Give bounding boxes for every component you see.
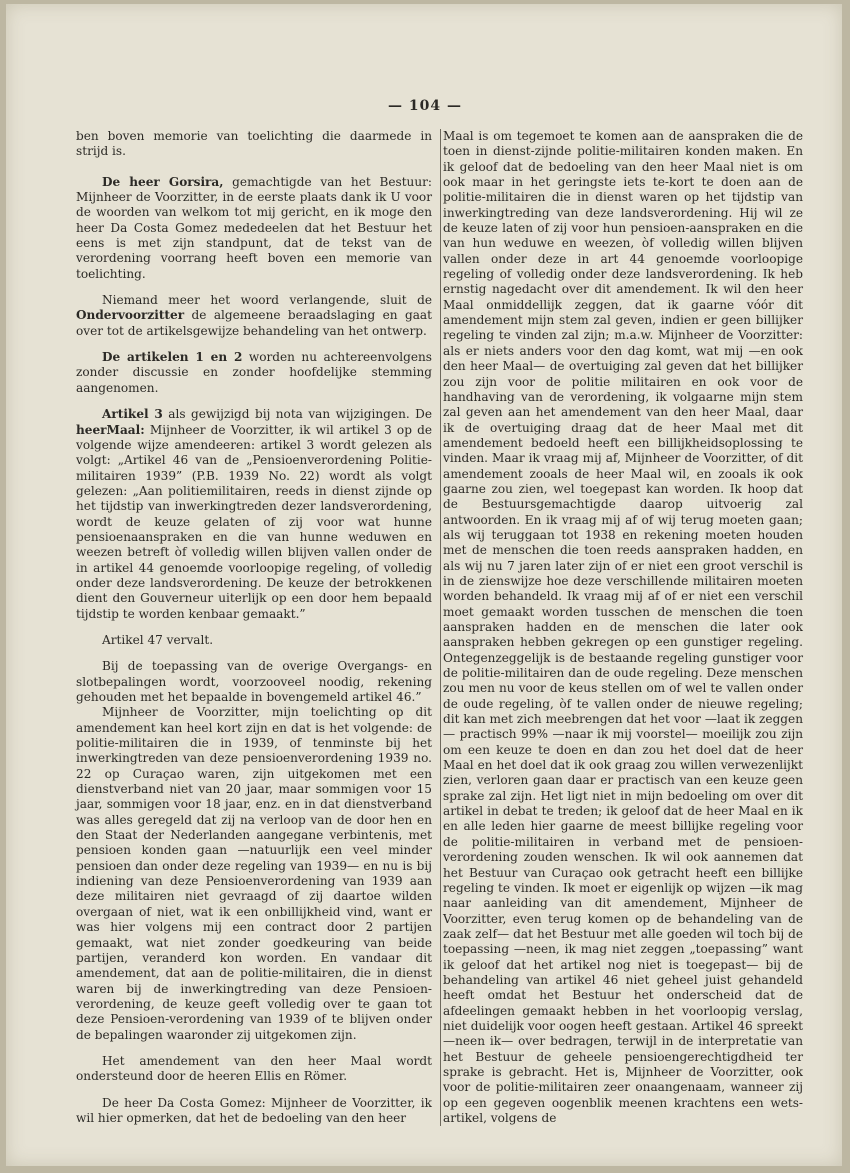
page-number: — 104 —	[388, 98, 462, 114]
speaker-name: De heer Gorsira,	[102, 174, 224, 189]
paragraph: De artikelen 1 en 2 worden nu achtereenvolgens zonder discussie en zonder hoofdelijke stemming aangenomen.	[76, 350, 432, 395]
speaker-name: Ondervoorzitter	[76, 308, 185, 323]
paragraph: De heer Da Costa Gomez: Mijnheer de Voorzitter, ik wil hier opmerken, dat het de bedoeling van den heer	[76, 1095, 432, 1125]
article-reference: Artikel 3	[102, 407, 163, 422]
paragraph: Het amendement van den heer Maal wordt ondersteund door de heeren Ellis en Römer.	[76, 1053, 432, 1084]
paragraph: Bij de toepassing van de overige Overgangs- en slotbepalingen wordt, voorzooveel noodig, rekening gehouden met het bepaalde in bovengemeld artikel 46.”	[76, 659, 432, 704]
speaker-name: heerMaal:	[76, 422, 145, 437]
speaker-name: De heer Da Costa Gomez:	[102, 1095, 266, 1110]
paragraph: De heer Gorsira, gemachtigde van het Bestuur: Mijnheer de Voorzitter, in de eerste plaats dank ik U voor de woorden van welkom tot mij gericht, en ik moge den heer Da Costa Gomez mededeelen dat het Bestuur het eens is met zijn standpunt, dat de tekst van de verordening voorrang heeft boven een memorie van toelichting.	[76, 174, 432, 281]
paragraph: Artikel 47 vervalt.	[102, 632, 214, 647]
right-column	[440, 129, 803, 1126]
left-column	[76, 129, 432, 1126]
paragraph: Artikel 3 als gewijzigd bij nota van wijzigingen. De heerMaal: Mijnheer de Voorzitter, ik wil artikel 3 op de volgende wijze amendeeren: artikel 3 wordt gelezen als volgt: „Artikel 46 van de „Pensioenverordening Politie-militairen 1939” (P.B. 1939 No. 22) wordt als volgt gelezen: „Aan politiemilitairen, reeds in dienst zijnde op het tijdstip van inwerkingtreden dezer landsverordening, wordt de keuze gelaten of zij voor wat hunne pensioenaanspraken en die van hunne weduwen en weezen betreft òf volledig willen blijven vallen onder de in artikel 44 genoemde voorloopige regeling, of volledig onder deze landsverordening. De keuze der betrokkenen dient den Gouverneur uiterlijk op een door hem bepaald tijdstip te worden kenbaar gemaakt.”	[76, 407, 432, 621]
article-reference: De artikelen 1 en 2	[102, 350, 243, 365]
paragraph: Mijnheer de Voorzitter, mijn toelichting op dit amendement kan heel kort zijn en dat is het volgende: de politie-militairen die in 1939, of tenminste bij het inwerkingtreden van deze pensioenverordening 1939 no. 22 op Curaçao waren, zijn uitgekomen met een dienstverband niet van 20 jaar, maar sommigen voor 15 jaar, sommigen voor 18 jaar, enz. en in dat dienstverband was alles geregeld dat zij na verloop van de door hen en den Staat der Nederlanden aangegane verbintenis, met pensioen konden gaan —natuurlijk een veel minder pensioen dan onder deze regeling van 1939— en nu is bij indiening van deze Pensioenverordening van 1939 aan deze militairen niet gevraagd of zij daartoe wilden overgaan of niet, wat ik een onbillijkheid vind, want er was hier volgens mij een contract door 2 partijen gemaakt, wat niet zonder goedkeuring van beide partijen, veranderd kon worden. En vandaar dit amendement, dat aan de politie-militairen, die in dienst waren bij de inwerkingtreding van deze Pensioen-verordening, de keuze geeft volledig over te gaan tot deze Pensioen-verordening van 1939 of te blijven onder de bepalingen waaronder zij uitgekomen zijn.	[76, 705, 432, 1042]
paragraph: ben boven memorie van toelichting die daarmede in strijd is.	[76, 129, 432, 159]
paragraph: Maal is om tegemoet te komen aan de aanspraken die de toen in dienst-zijnde politie-militairen konden maken. En ik geloof dat de bedoeling van den heer Maal niet is om ook maar in het geringste iets te-kort te doen aan de politie-militairen die in dienst waren op het tijdstip van inwerkingtreding van deze landsverordening. Hij wil ze de keuze laten of zij voor hun pensioen-aanspraken en die van hun weduwe en weezen, òf volledig willen blijven vallen onder deze in art 44 genoemde voorloopige regeling of volledig onder deze landsverordening. Ik heb ernstig nagedacht over dit amendement. Ik wil den heer Maal onmiddellijk zeggen, dat ik gaarne vóór dit amendement mijn stem zal geven, indien er geen billijker regeling te vinden zal zijn; m.a.w. Mijnheer de Voorzitter: als er niets anders voor den dag komt, wat mij —en ook den heer Maal— de overtuiging zal geven dat het billijker zou zijn voor de politie militairen en ook voor de handhaving van de verordening, ik volgaarne mijn stem zal geven aan het amendement van den heer Maal, daar ik de overtuiging draag dat de heer Maal met dit amendement bedoeld heeft een billijkheidsoplossing te vinden. Maar ik vraag mij af, Mijnheer de Voorzitter, of dit amendement zooals de heer Maal wil, en zooals ik ook gaarne zou zien, wel toegepast kan worden. Ik hoop dat de Bestuursgemachtigde daarop uitvoerig zal antwoorden. En ik vraag mij af of wij terug moeten gaan; als wij teruggaan tot 1938 en rekening moeten houden met de menschen die toen reeds aanspraken hadden, en als wij nu 7 jaren later zijn of er niet een groot verschil is in de zienswijze hoe deze verschillende militairen moeten worden behandeld. Ik vraag mij af of er niet een verschil moet gemaakt worden tusschen de menschen die toen aanspraken hadden en de menschen die later ook aanspraken hebben gekregen op een gunstiger regeling. Ontegenzeggelijk is de bestaande regeling gunstiger voor de politie-militairen dan de oude regeling. Deze menschen zou men nu voor de keus stellen om of wel te vallen onder de oude regeling, òf te vallen onder de nieuwe regeling; dit kan met zich meebrengen dat het voor —laat ik zeggen— practisch 99% —naar ik mij voorstel— moeilijk zou zijn om een keuze te doen en dan zou het doel dat de heer Maal en het doel dat ik ook graag zou willen verwezenlijkt zien, verloren gaan daar er practisch van een keuze geen sprake zal zijn. Het ligt niet in mijn bedoeling om over dit artikel in debat te treden; ik geloof dat de heer Maal en ik en alle leden hier gaarne de meest billijke regeling voor de politie-militairen in verband met de pensioen-verordening zouden wenschen. Ik wil ook aannemen dat het Bestuur van Curaçao ook getracht heeft een billijke regeling te vinden. Ik moet er eigenlijk op wijzen —ik mag naar aanleiding van dit amendement, Mijnheer de Voorzitter, even terug komen op de behandeling van de zaak zelf— dat het Bestuur met alle goeden wil toch bij de toepassing —neen, ik mag niet zeggen „toepassing” want ik geloof dat het artikel nog niet is toegepast— bij de behandeling van artikel 46 niet geheel juist gehandeld heeft omdat het Bestuur het onderscheid dat de afdeelingen gemaakt hebben in het voorloopig verslag, niet duidelijk voor oogen heeft gestaan. Artikel 46 spreekt —neen ik— over bedragen, terwijl in de interpretatie van het Bestuur de geheele pensioengerechtigdheid ter sprake is gebracht. Het is, Mijnheer de Voorzitter, ook voor de politie-militairen zeer onaangenaam, wanneer zij op een gegeven oogenblik meenen krachtens een wets-artikel, volgens de	[443, 129, 803, 1125]
paragraph: Niemand meer het woord verlangende, sluit de Ondervoorzitter de algemeene beraadslaging en gaat over tot de artikelsgewijze behandeling van het ontwerp.	[76, 293, 432, 338]
